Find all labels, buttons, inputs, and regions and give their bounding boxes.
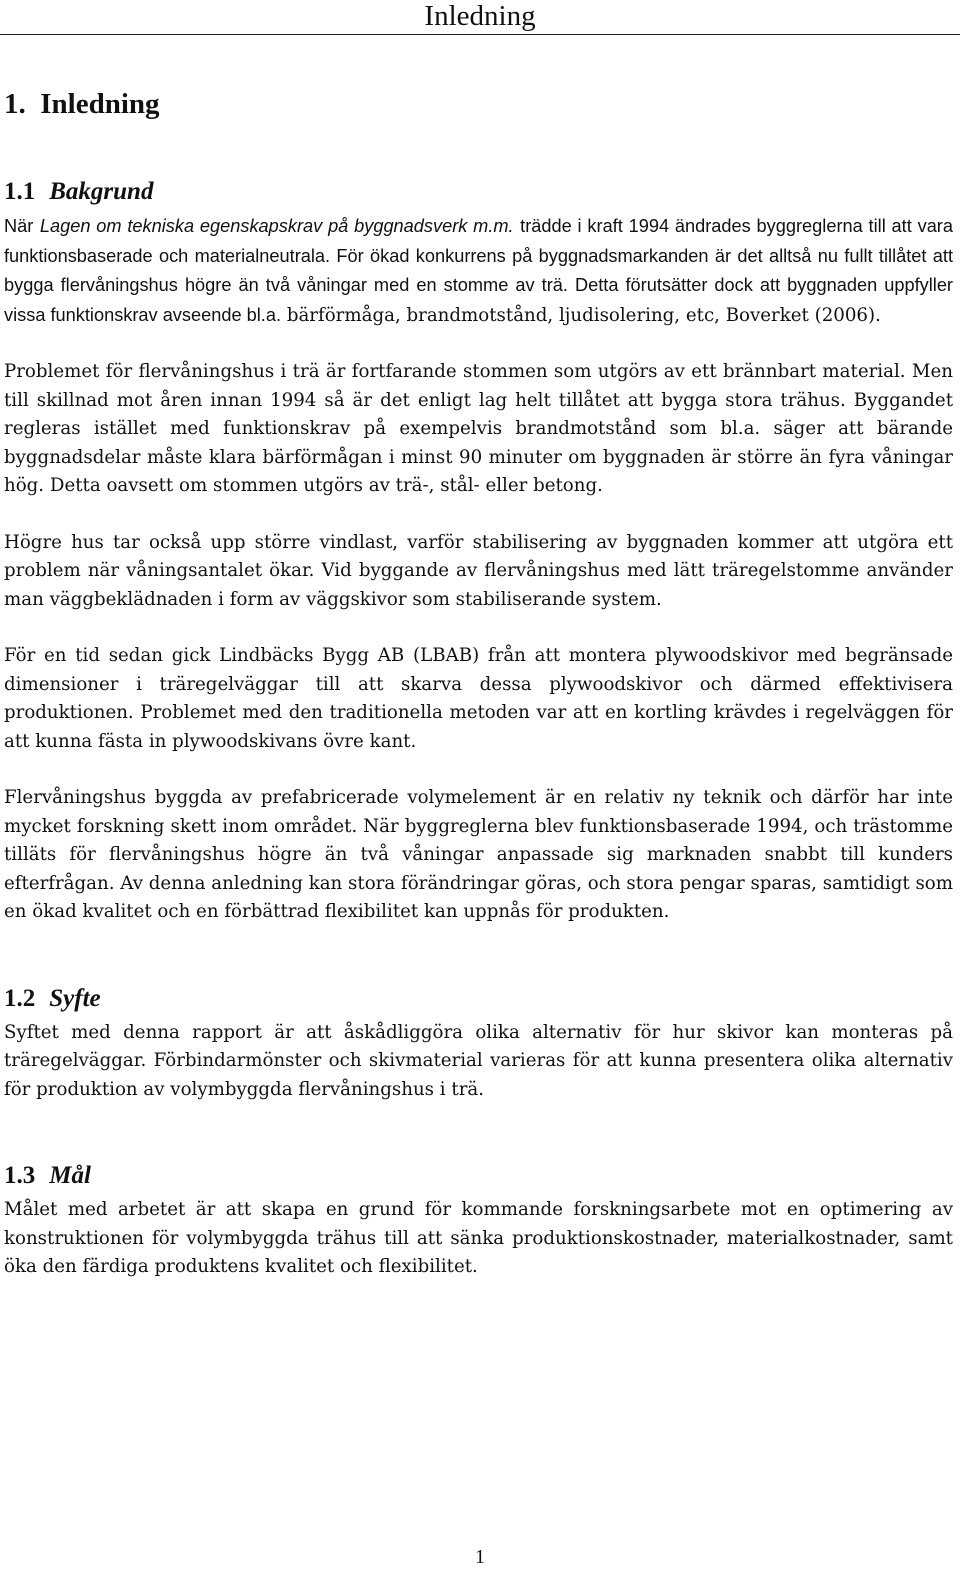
law-title: Lagen om tekniska egenskapskrav på byggnadsverk m.m. — [39, 216, 514, 236]
document-body — [4, 86, 953, 1310]
serif-text: bärförmåga, brandmotstånd, ljudisolering, etc, Boverket (2006). — [286, 304, 881, 326]
running-header — [0, 0, 960, 35]
section-title: Syfte — [49, 984, 101, 1012]
sans-text: trädde i kraft 1994 ändrades byggreglerna till att vara funktionsbaserade och materialneutrala. För ökad konkurrens på byggnadsmarkanden är det alltså nu fullt tillåtet att bygga flervåningshus högre än två våningar med en stomme av trä. Detta förutsätter dock att byggnaden uppfyller vissa funktionskrav avseende bl.a. — [4, 216, 953, 325]
paragraph-bakgrund-2: Problemet för flervåningshus i trä är fortfarande stommen som utgörs av ett brännbart material. Men till skillnad mot åren innan 1994 så är det enligt lag helt tillåtet att bygga stora trähus. Byggandet regleras istället med funktionskrav på exempelvis brandmotstånd som bl.a. säger att bärande byggnadsdelar måste klara bärförmågan i minst 90 minuter om byggnaden är större än fyra våningar hög. Detta oavsett om stommen utgörs av trä-, stål- eller betong. — [4, 361, 953, 496]
page-number: 1 — [475, 1546, 485, 1568]
section-number: 1.1 — [4, 178, 36, 205]
section-number: 1.3 — [4, 1162, 36, 1189]
section-number: 1.2 — [4, 984, 36, 1012]
paragraph-bakgrund-4: För en tid sedan gick Lindbäcks Bygg AB (LBAB) från att montera plywoodskivor med begränsade dimensioner i träregelväggar till att skarva dessa plywoodskivor och därmed effektivisera produktionen. Problemet med den traditionella metoden var att en kortling krävdes i regelväggen för att kunna fästa in plywoodskivans övre kant. — [4, 645, 953, 752]
section-heading-bakgrund — [4, 176, 953, 208]
paragraph-bakgrund-5: Flervåningshus byggda av prefabricerade volymelement är en relativ ny teknik och därför har inte mycket forskning skett inom området. När byggreglerna blev funktionsbaserade 1994, och trästomme tilläts för flervåningshus högre än två våningar anpassade sig marknaden snabbt till kunders efterfrågan. Av denna anledning kan stora förändringar göras, och stora pengar sparas, samtidigt som en ökad kvalitet och en förbättrad flexibilitet kan uppnås för produkten. — [4, 787, 953, 922]
section-title: Mål — [49, 1162, 91, 1189]
section-title: Bakgrund — [49, 178, 154, 205]
paragraph-bakgrund-3: Högre hus tar också upp större vindlast, varför stabilisering av byggnaden kommer att utgöra ett problem när våningsantalet ökar. Vid byggande av flervåningshus med lätt träregelstomme använder man väggbeklädnaden i form av väggskivor som stabiliserande system. — [4, 531, 953, 610]
chapter-heading — [4, 86, 953, 122]
paragraph-syfte-1: Syftet med denna rapport är att åskådliggöra olika alternativ för hur skivor kan monteras på träregelväggar. Förbindarmönster och skivmaterial varieras för att kunna presentera olika alternativ för produktion av volymbyggda flervåningshus i trä. — [4, 1021, 953, 1100]
chapter-number: 1. — [4, 88, 26, 120]
chapter-title: Inledning — [40, 88, 160, 120]
running-header-title: Inledning — [424, 0, 536, 32]
paragraph-mal-1: Målet med arbetet är att skapa en grund för kommande forskningsarbete mot en optimering av konstruktionen för volymbyggda trähus till att sänka produktionskostnader, materialkostnader, samt öka den färdiga produktens kvalitet och flexibilitet. — [4, 1199, 953, 1277]
section-heading-syfte — [4, 983, 953, 1015]
section-heading-mal — [4, 1160, 953, 1192]
intro-word: När — [4, 216, 34, 236]
paragraph-bakgrund-1 — [4, 212, 953, 330]
